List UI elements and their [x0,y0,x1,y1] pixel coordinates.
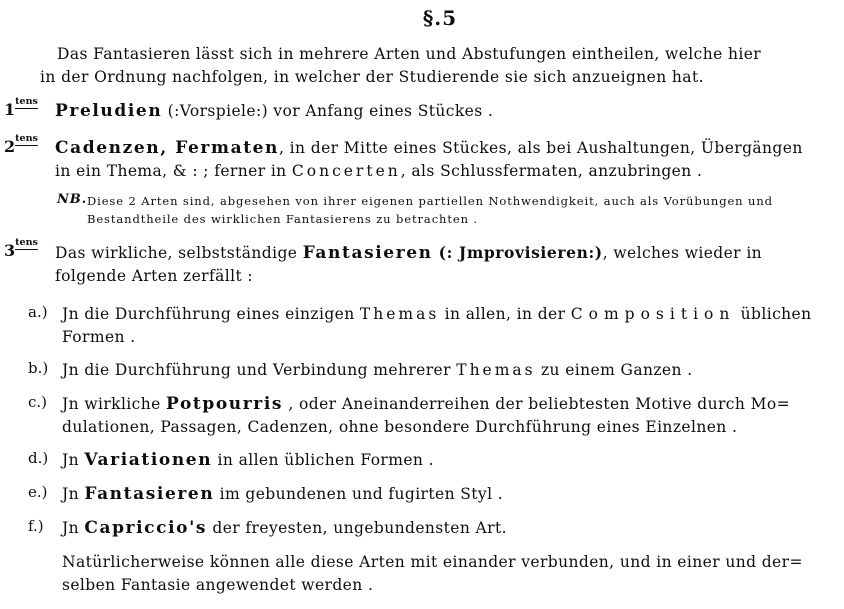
text-line: Das Fantasieren lässt sich in mehrere Arten und Abstufungen eintheilen, welche hier [57,45,762,63]
sub-item-e [0,483,844,506]
nota-bene-note [0,192,844,228]
sub-a-marker: a.) [28,303,48,321]
text-line: Jn wirkliche Potpourris , oder Aneinanderreihen der beliebtesten Motive durch Mo= [62,394,790,414]
text-line: Das wirkliche, selbstständige Fantasieren (: Jmprovisieren:), welches wieder in [55,243,763,263]
sub-b-marker: b.) [28,359,49,377]
text-line: selben Fantasie angewendet werden . [62,576,374,594]
intro-paragraph [0,43,844,89]
item-1-marker: $1^{tens}$ [4,95,38,119]
text-line: folgende Arten zerfällt : [55,267,254,285]
nb-marker: NB. [57,192,88,207]
text-line: in der Ordnung nachfolgen, in welcher der Studierende sie sich anzueignen hat. [40,68,704,86]
text-line: Jn die Durchführung eines einzigen Themas in allen, in der Composition üblichen [62,305,812,323]
sub-c-marker: c.) [28,393,48,411]
section-heading: §.5 [422,6,458,30]
text-line: Preludien (:Vorspiele:) vor Anfang eines Stückes . [55,101,494,121]
text-line: Jn Variationen in allen üblichen Formen . [62,450,434,470]
text-line: Jn Capriccio's der freyesten, ungebundensten Art. [62,518,507,538]
list-item-1 [0,95,844,123]
text-line: Bestandtheile des wirklichen Fantasierens zu betrachten . [87,212,478,226]
sub-item-c [0,393,844,439]
item-3-marker: $3^{tens}$ [4,236,38,260]
sub-item-f [0,517,844,540]
item-2-marker: $2^{tens}$ [4,132,38,156]
sub-f-marker: f.) [28,517,44,535]
closing-paragraph [0,551,844,597]
text-line: Formen . [62,328,136,346]
text-line: Diese 2 Arten sind, abgesehen von ihrer eigenen partiellen Nothwendigkeit, auch als Vorübungen und [87,194,773,208]
sub-item-b [0,359,844,382]
list-item-3 [0,236,844,288]
text-line: Jn die Durchführung und Verbindung mehrerer Themas zu einem Ganzen . [62,361,693,379]
sub-item-a [0,303,844,349]
text-line: Jn Fantasieren im gebundenen und fugirten Styl . [62,484,504,504]
text-line: in ein Thema, & : ; ferner in Concerten, als Schlussfermaten, anzubringen . [55,162,703,180]
text-line: Natürlicherweise können alle diese Arten mit einander verbunden, und in einer und der= [62,553,803,571]
list-item-2 [0,132,844,183]
sub-item-d [0,449,844,472]
text-line: dulationen, Passagen, Cadenzen, ohne besondere Durchführung eines Einzelnen . [62,418,738,436]
sub-e-marker: e.) [28,483,48,501]
text-line: Cadenzen, Fermaten, in der Mitte eines Stückes, als bei Aushaltungen, Übergängen [55,138,803,158]
sub-d-marker: d.) [28,449,49,467]
